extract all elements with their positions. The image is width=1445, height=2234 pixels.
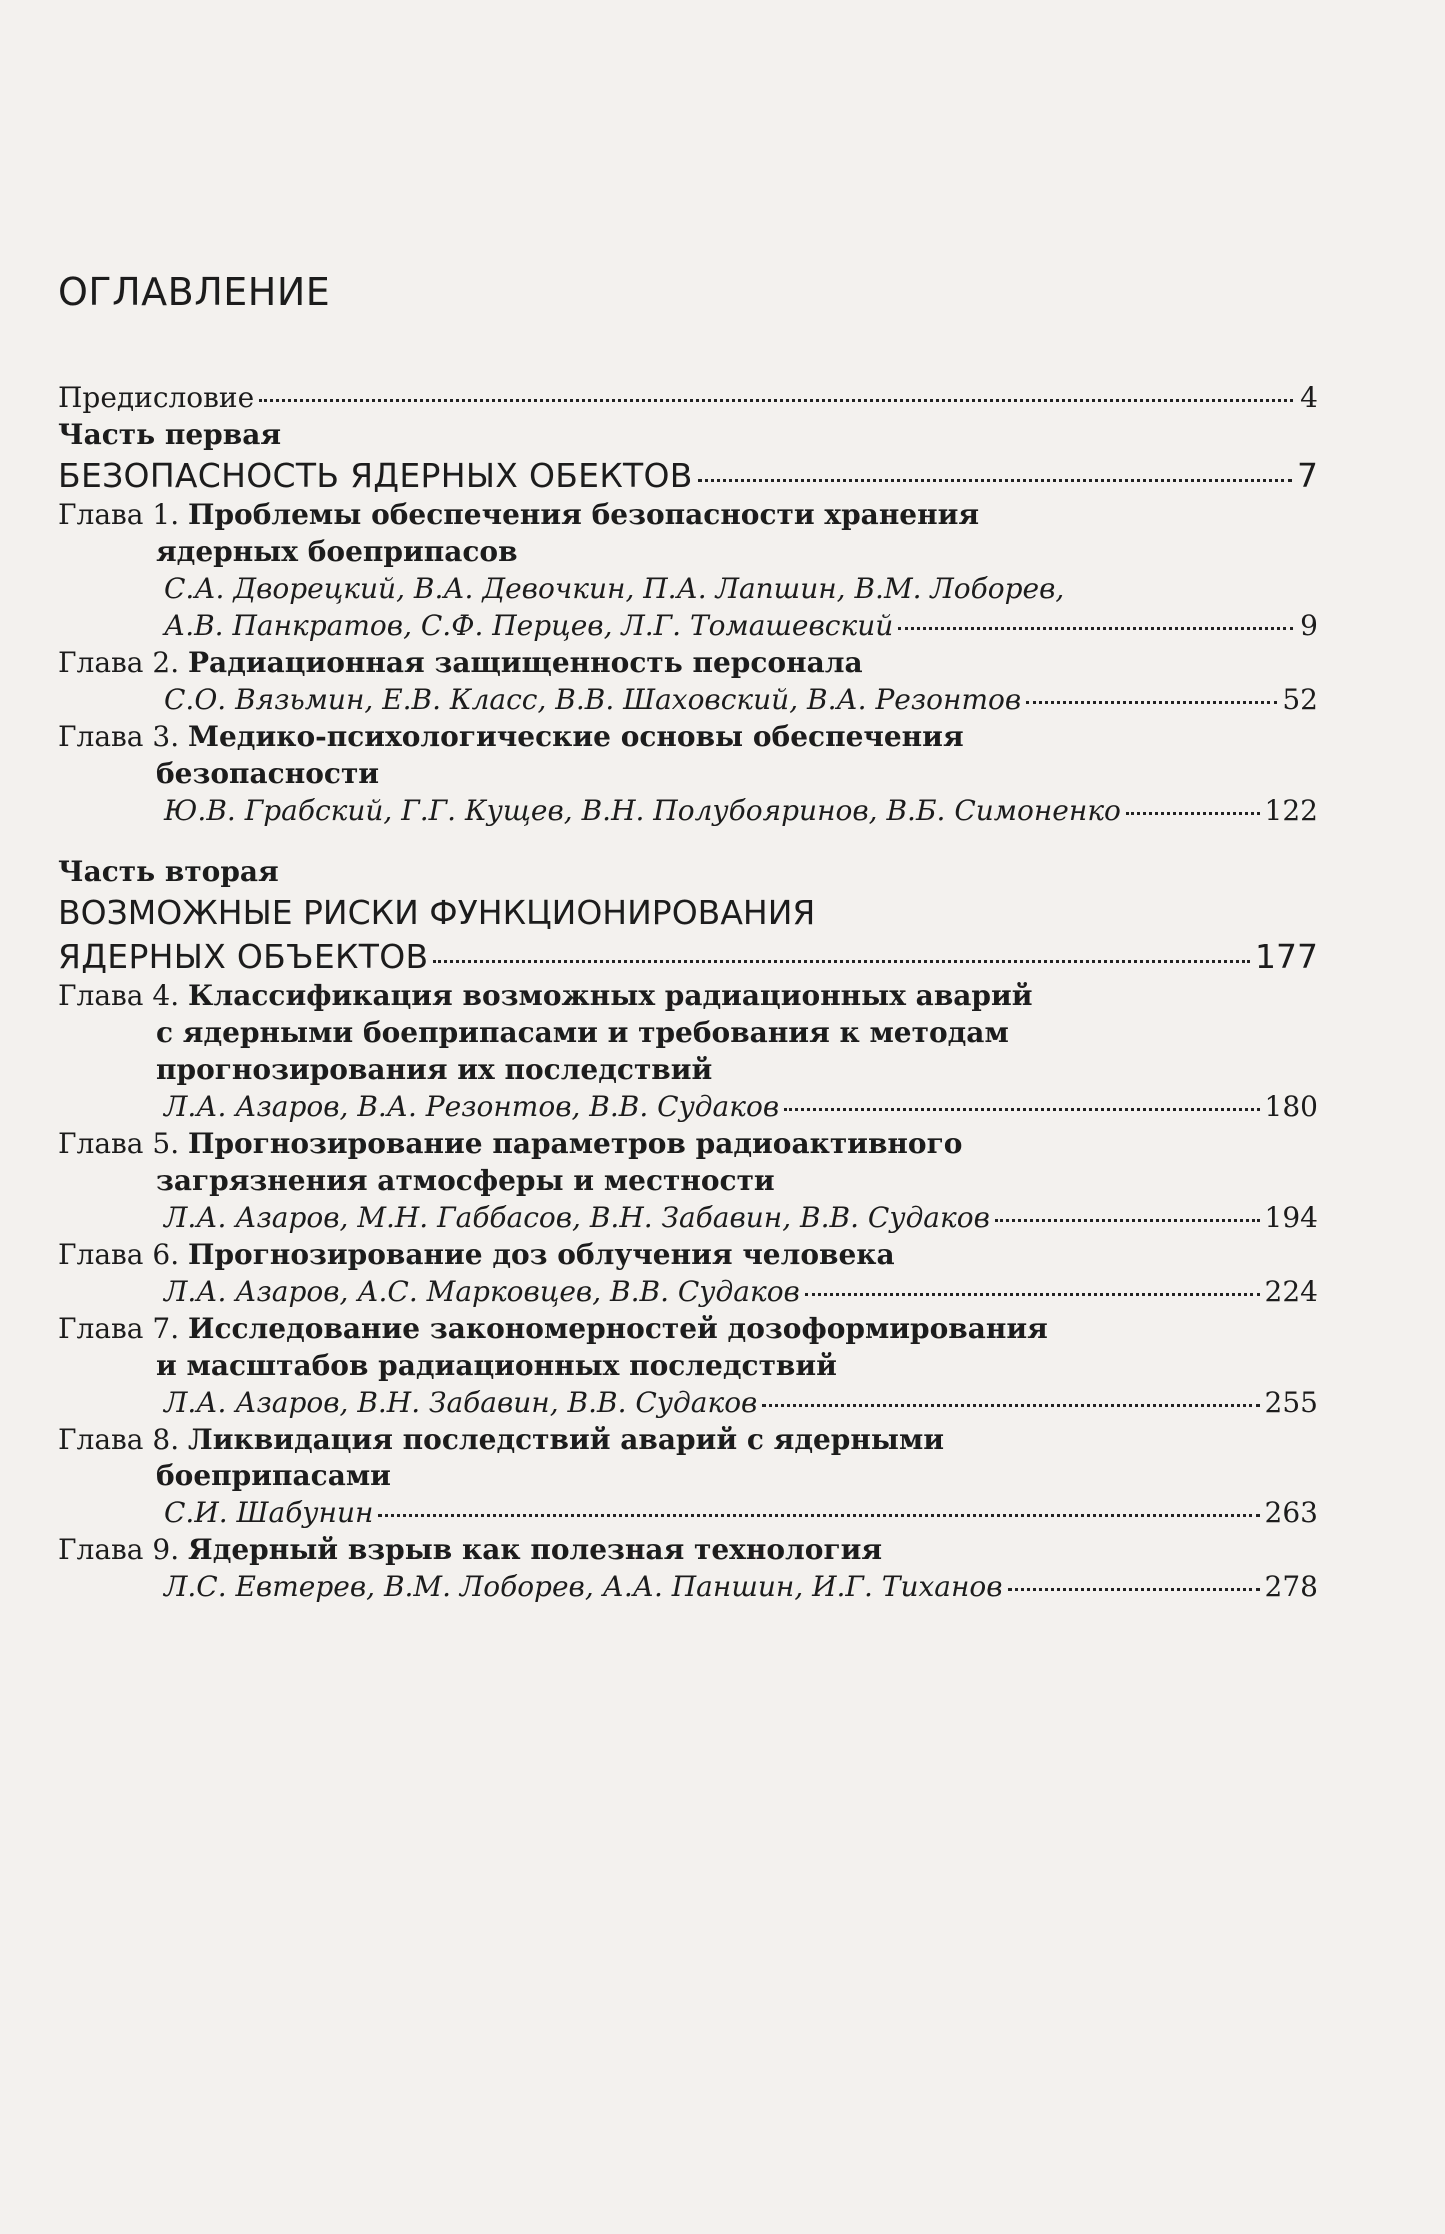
part-title: ЯДЕРНЫХ ОБЪЕКТОВ	[58, 936, 429, 976]
chapter-number: Глава 9.	[58, 1533, 180, 1567]
chapter-heading	[58, 1422, 1318, 1459]
toc-entry-chapter[interactable]	[58, 1237, 1318, 1311]
toc-entry-chapter[interactable]	[58, 645, 1318, 719]
chapter-authors	[58, 1385, 1318, 1422]
chapter-authors	[58, 1274, 1318, 1311]
page-number: 263	[1264, 1496, 1318, 1530]
dot-leader	[259, 399, 1293, 402]
chapter-number: Глава 4.	[58, 979, 180, 1013]
chapter-heading	[58, 1126, 1318, 1163]
chapter-title-continued: и масштабов радиационных последствий	[156, 1348, 837, 1382]
chapter-title: Прогнозирование доз облучения человека	[188, 1237, 895, 1271]
chapter-authors	[58, 793, 1318, 830]
dot-leader	[898, 627, 1293, 630]
chapter-title: Медико-психологические основы обеспечения	[188, 720, 964, 754]
dot-leader	[378, 1514, 1259, 1517]
page-number: 122	[1264, 794, 1318, 828]
part-label: Часть вторая	[58, 855, 279, 889]
chapter-title: Классификация возможных радиационных аварий	[188, 979, 1033, 1013]
chapter-heading	[58, 645, 1318, 682]
part-1-chapters	[58, 497, 1318, 830]
chapter-number: Глава 3.	[58, 720, 180, 754]
page-number: 224	[1264, 1274, 1318, 1308]
chapter-authors	[58, 1200, 1318, 1237]
toc-entry-chapter[interactable]	[58, 1532, 1318, 1606]
part-2-chapters	[58, 978, 1318, 1606]
dot-leader	[1126, 812, 1260, 815]
dot-leader	[995, 1219, 1260, 1222]
part-label: Часть первая	[58, 417, 282, 451]
part-title-line: ВОЗМОЖНЫЕ РИСКИ ФУНКЦИОНИРОВАНИЯ	[58, 892, 816, 932]
authors-text: Л.А. Азаров, М.Н. Габбасов, В.Н. Забавин, В.В. Судаков	[164, 1200, 990, 1234]
chapter-title: Ядерный взрыв как полезная технология	[188, 1533, 883, 1567]
toc-entry-chapter[interactable]	[58, 978, 1318, 1126]
dot-leader	[433, 960, 1250, 963]
chapter-title-continued: боеприпасами	[156, 1459, 391, 1493]
chapter-title-continued: с ядерными боеприпасами и требования к методам	[156, 1016, 1009, 1050]
chapter-authors	[58, 608, 1318, 645]
authors-text: Л.А. Азаров, А.С. Марковцев, В.В. Судаков	[164, 1274, 800, 1308]
chapter-authors	[58, 1089, 1318, 1126]
chapter-title: Радиационная защищенность персонала	[188, 646, 863, 680]
page-number: 177	[1255, 936, 1318, 976]
toc-entry-preface[interactable]	[58, 380, 1318, 417]
page-number: 7	[1297, 455, 1318, 495]
authors-text: Л.А. Азаров, В.Н. Забавин, В.В. Судаков	[164, 1385, 758, 1419]
chapter-title: Проблемы обеспечения безопасности хранения	[188, 498, 980, 532]
toc-entry-chapter[interactable]	[58, 1311, 1318, 1422]
page-number: 4	[1300, 381, 1318, 414]
table-of-contents	[58, 380, 1318, 1606]
part-title: БЕЗОПАСНОСТЬ ЯДЕРНЫХ ОБЕКТОВ	[58, 455, 693, 495]
toc-entry-chapter[interactable]	[58, 497, 1318, 645]
authors-text: Л.С. Евтерев, В.М. Лоборев, А.А. Паншин, И.Г. Тиханов	[164, 1570, 1003, 1604]
entry-title: Предисловие	[58, 381, 255, 414]
chapter-authors	[58, 682, 1318, 719]
toc-entry-chapter[interactable]	[58, 1422, 1318, 1533]
toc-entry-chapter[interactable]	[58, 719, 1318, 830]
chapter-heading	[58, 1237, 1318, 1274]
chapter-heading	[58, 1532, 1318, 1569]
page-number: 194	[1264, 1200, 1318, 1234]
chapter-authors	[58, 1569, 1318, 1606]
chapter-number: Глава 1.	[58, 498, 180, 532]
authors-text: А.В. Панкратов, С.Ф. Перцев, Л.Г. Томашевский	[164, 609, 894, 643]
chapter-heading	[58, 719, 1318, 756]
chapter-heading	[58, 1311, 1318, 1348]
toc-entry-part-1[interactable]	[58, 454, 1318, 498]
toc-entry-part-2[interactable]	[58, 935, 1318, 979]
chapter-number: Глава 6.	[58, 1237, 180, 1271]
page-number: 255	[1264, 1385, 1318, 1419]
dot-leader	[1026, 701, 1277, 704]
page-number: 180	[1264, 1089, 1318, 1123]
chapter-authors	[58, 1495, 1318, 1532]
dot-leader	[1008, 1588, 1260, 1591]
chapter-title-continued: загрязнения атмосферы и местности	[156, 1163, 775, 1197]
authors-text: С.О. Вязьмин, Е.В. Класс, В.В. Шаховский, В.А. Резонтов	[164, 683, 1022, 717]
dot-leader	[784, 1108, 1259, 1111]
authors-text: Ю.В. Грабский, Г.Г. Кущев, В.Н. Полубояринов, В.Б. Симоненко	[164, 794, 1121, 828]
chapter-heading	[58, 978, 1318, 1015]
chapter-title: Ликвидация последствий аварий с ядерными	[188, 1422, 945, 1456]
page-number: 52	[1282, 683, 1318, 717]
dot-leader	[698, 479, 1292, 482]
page-title: ОГЛАВЛЕНИЕ	[58, 270, 331, 314]
chapter-number: Глава 7.	[58, 1311, 180, 1345]
toc-entry-chapter[interactable]	[58, 1126, 1318, 1237]
chapter-title-continued: безопасности	[156, 757, 380, 791]
authors-text: Л.А. Азаров, В.А. Резонтов, В.В. Судаков	[164, 1089, 780, 1123]
chapter-number: Глава 2.	[58, 646, 180, 680]
chapter-number: Глава 5.	[58, 1126, 180, 1160]
chapter-title-continued: прогнозирования их последствий	[156, 1052, 713, 1086]
dot-leader	[805, 1293, 1260, 1296]
page-number: 9	[1300, 609, 1318, 643]
chapter-title: Исследование закономерностей дозоформирования	[188, 1311, 1048, 1345]
dot-leader	[762, 1404, 1259, 1407]
chapter-authors: С.А. Дворецкий, В.А. Девочкин, П.А. Лапшин, В.М. Лоборев,	[164, 572, 1065, 606]
chapter-title: Прогнозирование параметров радиоактивного	[188, 1126, 963, 1160]
spacer	[58, 830, 1318, 854]
chapter-title-continued: ядерных боеприпасов	[156, 535, 518, 569]
authors-text: С.И. Шабунин	[164, 1496, 374, 1530]
chapter-heading	[58, 497, 1318, 534]
chapter-number: Глава 8.	[58, 1422, 180, 1456]
page-number: 278	[1264, 1570, 1318, 1604]
